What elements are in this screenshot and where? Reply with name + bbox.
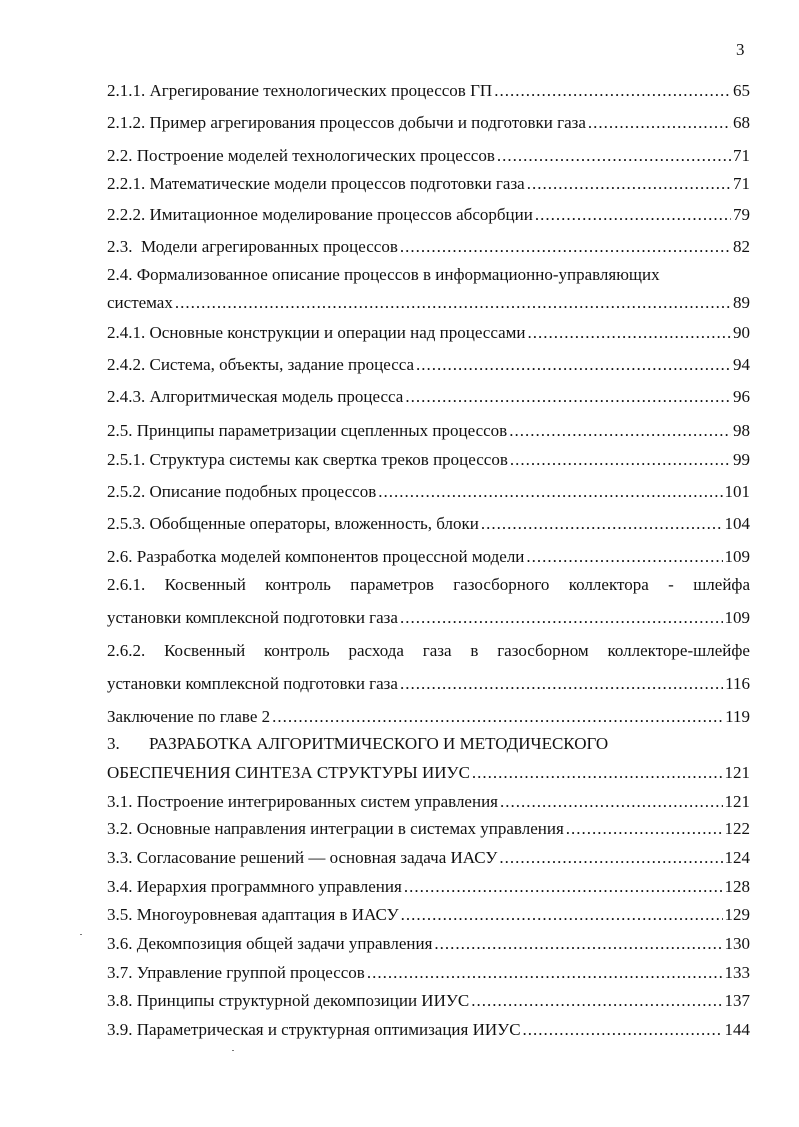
toc-entry-page: 68	[733, 113, 750, 132]
dot-leader	[535, 204, 731, 226]
dot-leader	[404, 876, 723, 898]
dot-leader	[367, 962, 723, 984]
toc-entry-title: системах	[107, 293, 173, 312]
toc-entry-page: 82	[733, 237, 750, 256]
dot-leader	[416, 354, 731, 376]
dot-leader	[499, 847, 722, 869]
toc-entry-title: 2.4.1. Основные конструкции и операции над процессами	[107, 323, 526, 342]
toc-entry-page: 71	[733, 146, 750, 165]
dot-leader	[401, 904, 723, 926]
toc-entry-title-line1	[107, 574, 750, 596]
word: Косвенный	[164, 641, 246, 660]
toc-entry-page: 99	[733, 450, 750, 469]
toc-entry	[107, 762, 750, 784]
toc-entry-title: 3.5. Многоуровневая адаптация в ИАСУ	[107, 905, 399, 924]
toc-entry-title: 3.4. Иерархия программного управления	[107, 877, 402, 896]
toc-entry-page: 119	[725, 707, 750, 726]
toc-entry	[107, 204, 750, 226]
toc-entry-title: 3.1. Построение интегрированных систем управления	[107, 792, 498, 811]
toc-entry	[107, 292, 750, 314]
toc-entry-title: 3.7. Управление группой процессов	[107, 963, 365, 982]
toc-entry-title: 3.3. Согласование решений — основная задача ИАСУ	[107, 848, 498, 867]
dot-leader	[497, 145, 731, 167]
word: Косвенный	[164, 575, 246, 594]
toc-entry-page: 101	[724, 482, 750, 501]
toc-entry-title: 2.2.1. Математические модели процессов подготовки газа	[107, 174, 525, 193]
dot-leader	[175, 292, 731, 314]
toc-entry	[107, 673, 750, 695]
word: контроль	[265, 575, 331, 594]
toc-entry-page: 121	[724, 792, 750, 811]
dot-leader	[405, 386, 731, 408]
dot-leader	[588, 112, 731, 134]
toc-entry-page: 109	[724, 547, 750, 566]
toc-entry-title: Заключение по главе 2	[107, 707, 271, 726]
toc-entry	[107, 706, 750, 728]
toc-entry-title-line1: 2.4. Формализованное описание процессов в информационно-управляющих	[107, 265, 660, 284]
toc-entry-page: 65	[733, 81, 750, 100]
toc-entry-title: 3.9. Параметрическая и структурная оптимизация ИИУС	[107, 1020, 521, 1039]
toc-entry-page: 129	[724, 905, 750, 924]
toc-entry-title: 3.2. Основные направления интеграции в системах управления	[107, 819, 564, 838]
toc-entry	[107, 962, 750, 984]
word: коллектора	[568, 575, 649, 594]
toc-entry	[107, 933, 750, 955]
toc-entry-page: 130	[724, 934, 750, 953]
toc-entry-title: установки комплексной подготовки газа	[107, 674, 398, 693]
toc-entry-title: ОБЕСПЕЧЕНИЯ СИНТЕЗА СТРУКТУРЫ ИИУС	[107, 763, 470, 782]
toc-entry-page: 90	[733, 323, 750, 342]
dot-leader	[434, 933, 722, 955]
word: в	[470, 641, 479, 660]
word: параметров	[350, 575, 434, 594]
toc-entry-page: 109	[724, 608, 750, 627]
toc-entry-title: 2.5. Принципы параметризации сцепленных процессов	[107, 421, 508, 440]
toc-entry-page: 124	[724, 848, 750, 867]
toc-entry-title: 2.1.1. Агрегирование технологических процессов ГП	[107, 81, 493, 100]
dot-leader	[400, 607, 723, 629]
toc-entry	[107, 112, 750, 134]
dot-leader	[566, 818, 723, 840]
word: 2.6.2.	[107, 641, 146, 660]
dot-leader	[400, 673, 723, 695]
toc-entry-page: 144	[724, 1020, 750, 1039]
word: газосборном	[497, 641, 589, 660]
toc-entry	[107, 80, 750, 102]
toc-entry	[107, 173, 750, 195]
toc-entry-title: 2.5.3. Обобщенные операторы, вложенность, блоки	[107, 514, 479, 533]
word: контроль	[264, 641, 330, 660]
toc-entry	[107, 513, 750, 535]
chapter-title: РАЗРАБОТКА АЛГОРИТМИЧЕСКОГО И МЕТОДИЧЕСКОГО	[149, 734, 609, 753]
toc-entry-page: 128	[724, 877, 750, 896]
toc-entry	[107, 904, 750, 926]
toc-entry	[107, 322, 750, 344]
scan-speck	[80, 934, 82, 935]
toc-entry-page: 79	[733, 205, 750, 224]
word: газа	[422, 641, 452, 660]
toc-entry-title: 2.2. Построение моделей технологических процессов	[107, 146, 495, 165]
toc-entry-page: 116	[725, 674, 750, 693]
dot-leader	[494, 80, 731, 102]
toc-entry-title: 2.3. Модели агрегированных процессов	[107, 237, 398, 256]
toc-entry-title: 2.4.3. Алгоритмическая модель процесса	[107, 387, 404, 406]
toc-entry	[107, 847, 750, 869]
toc-entry	[107, 990, 750, 1012]
toc-entry	[107, 876, 750, 898]
toc-entry-page: 94	[733, 355, 750, 374]
toc-entry-page: 104	[724, 514, 750, 533]
dot-leader	[526, 546, 722, 568]
dot-leader	[400, 236, 731, 258]
toc-entry	[107, 145, 750, 167]
toc-entry-page: 121	[724, 763, 750, 782]
dot-leader	[528, 322, 731, 344]
chapter-heading-line1	[107, 733, 750, 755]
toc-entry-title-line1	[107, 640, 750, 662]
toc-entry-page: 96	[733, 387, 750, 406]
dot-leader	[509, 420, 731, 442]
dot-leader	[272, 706, 723, 728]
word: 2.6.1.	[107, 575, 146, 594]
toc-entry-title: 2.4.2. Система, объекты, задание процесса	[107, 355, 415, 374]
toc-entry	[107, 818, 750, 840]
chapter-number: 3.	[107, 734, 120, 753]
toc-entry-title: 2.5.1. Структура системы как свертка треков процессов	[107, 450, 508, 469]
word: газосборного	[453, 575, 550, 594]
toc-entry-title: установки комплексной подготовки газа	[107, 608, 398, 627]
dot-leader	[527, 173, 731, 195]
dot-leader	[523, 1019, 723, 1041]
toc-entry-title: 3.6. Декомпозиция общей задачи управления	[107, 934, 433, 953]
toc-entry	[107, 546, 750, 568]
toc-entry-page: 122	[724, 819, 750, 838]
toc-entry	[107, 481, 750, 503]
toc-entry-page: 137	[724, 991, 750, 1010]
page-number: 3	[736, 40, 745, 59]
toc-entry	[107, 420, 750, 442]
dot-leader	[378, 481, 722, 503]
word: коллекторе-шлейфе	[607, 641, 750, 660]
toc-entry	[107, 354, 750, 376]
toc-entry-title: 2.6. Разработка моделей компонентов процессной модели	[107, 547, 525, 566]
dot-leader	[510, 449, 731, 471]
toc-entry-page: 89	[733, 293, 750, 312]
toc-entry-title: 2.2.2. Имитационное моделирование процессов абсорбции	[107, 205, 533, 224]
toc-entry-page: 98	[733, 421, 750, 440]
toc-entry	[107, 791, 750, 813]
toc-entry	[107, 1019, 750, 1041]
dot-leader	[500, 791, 723, 813]
toc-entry-title: 2.1.2. Пример агрегирования процессов добычи и подготовки газа	[107, 113, 586, 132]
toc-entry	[107, 449, 750, 471]
dot-leader	[481, 513, 723, 535]
dot-leader	[472, 762, 723, 784]
toc-entry-page: 71	[733, 174, 750, 193]
toc-entry-page: 133	[724, 963, 750, 982]
scan-speck	[232, 1050, 234, 1051]
word: расхода	[348, 641, 404, 660]
toc-entry	[107, 607, 750, 629]
word: шлейфа	[693, 575, 750, 594]
toc-entry-title: 3.8. Принципы структурной декомпозиции ИИУС	[107, 991, 470, 1010]
toc-entry	[107, 386, 750, 408]
toc-entry	[107, 236, 750, 258]
toc-entry-title: 2.5.2. Описание подобных процессов	[107, 482, 377, 501]
word: -	[668, 575, 674, 594]
dot-leader	[471, 990, 722, 1012]
